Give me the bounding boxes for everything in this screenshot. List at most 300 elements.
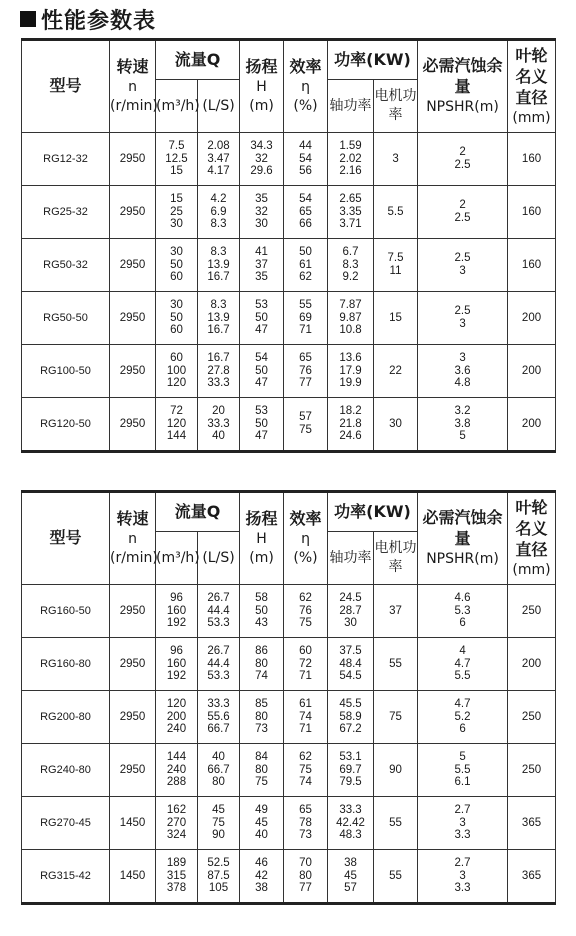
cell-head-value: 54: [255, 352, 268, 365]
cell-npshr-value: 4.7: [454, 657, 471, 670]
cell-efficiency: [284, 797, 328, 850]
cell-motor-power: [374, 345, 418, 398]
cell-npshr-value: 5.5: [454, 670, 471, 683]
cell-flow-m3h-value: 160: [166, 604, 187, 617]
cell-impeller: 250: [508, 585, 556, 638]
cell-head-value: 74: [255, 670, 268, 683]
cell-head-value: 47: [255, 430, 268, 443]
cell-speed: 2950: [110, 186, 156, 239]
cell-impeller: 200: [508, 638, 556, 691]
cell-flow-ls-value: 6.9: [210, 205, 227, 218]
cell-head: [240, 691, 284, 744]
cell-npshr-value: 3: [459, 352, 466, 365]
cell-npshr-value: 5: [459, 751, 466, 764]
cell-model: RG100-50: [22, 345, 110, 398]
cell-motor-power-value: 37: [389, 604, 402, 617]
cell-flow-ls-value: 26.7: [207, 592, 230, 605]
table-row: [22, 691, 556, 744]
cell-motor-power: [374, 691, 418, 744]
cell-flow-m3h: [156, 345, 198, 398]
cell-head-value: 84: [255, 751, 268, 764]
cell-impeller: 365: [508, 797, 556, 850]
table-row: [22, 638, 556, 691]
cell-flow-ls-value: 13.9: [207, 258, 230, 271]
cell-flow-m3h-value: 30: [170, 299, 183, 312]
cell-shaft-power-value: 48.3: [339, 829, 362, 842]
cell-efficiency-value: 66: [299, 218, 312, 231]
cell-shaft-power: [328, 585, 374, 638]
cell-flow-ls-value: 8.3: [210, 299, 227, 312]
cell-npshr: [418, 133, 508, 186]
cell-flow-ls-value: 53.3: [207, 670, 230, 683]
cell-shaft-power-value: 54.5: [339, 670, 362, 683]
cell-flow-m3h: [156, 585, 198, 638]
cell-motor-power-value: 11: [389, 265, 402, 277]
cell-motor-power: [374, 239, 418, 292]
cell-motor-power-value: 55: [389, 869, 402, 882]
cell-model: RG50-32: [22, 239, 110, 292]
cell-flow-ls-value: 26.7: [207, 645, 230, 658]
cell-flow-m3h-value: 144: [166, 751, 187, 764]
cell-flow-m3h: [156, 850, 198, 904]
cell-head-value: 80: [255, 657, 268, 670]
cell-efficiency-value: 74: [299, 776, 312, 789]
cell-npshr-value: 4: [459, 645, 466, 658]
cell-head-value: 58: [255, 592, 268, 605]
cell-flow-m3h-value: 144: [166, 430, 187, 443]
cell-flow-ls: [198, 850, 240, 904]
cell-impeller: 200: [508, 345, 556, 398]
cell-efficiency: [284, 585, 328, 638]
header-flow: 流量Q: [156, 40, 240, 80]
cell-npshr-value: 3: [459, 265, 466, 277]
cell-efficiency: [284, 691, 328, 744]
cell-motor-power: [374, 797, 418, 850]
cell-motor-power-value: 55: [389, 816, 402, 829]
cell-efficiency-value: 73: [299, 829, 312, 842]
cell-efficiency-value: 76: [299, 604, 312, 617]
cell-shaft-power: [328, 345, 374, 398]
cell-efficiency-value: 75: [299, 763, 312, 776]
cell-npshr-value: 5: [459, 430, 466, 443]
cell-flow-ls: [198, 292, 240, 345]
cell-speed: 2950: [110, 398, 156, 452]
cell-head-value: 40: [255, 829, 268, 842]
cell-shaft-power-value: 1.59: [339, 140, 362, 153]
cell-efficiency-value: 61: [299, 698, 312, 711]
header-shaft-power: 轴功率: [328, 80, 374, 133]
cell-flow-m3h-value: 192: [166, 670, 187, 683]
cell-flow-ls: [198, 239, 240, 292]
cell-npshr-value: 4.8: [454, 377, 471, 390]
cell-motor-power-value: 3: [392, 152, 399, 165]
cell-motor-power: [374, 850, 418, 904]
cell-head-value: 46: [255, 857, 268, 870]
cell-npshr-value: 6: [459, 617, 466, 630]
cell-shaft-power-value: 7.87: [339, 299, 362, 312]
cell-head-value: 50: [255, 417, 268, 430]
header-flow-m3h: (m³/h): [156, 532, 198, 585]
performance-table-2: [21, 490, 556, 905]
header-shaft-power: 轴功率: [328, 532, 374, 585]
cell-npshr-value: 3.8: [454, 417, 471, 430]
cell-efficiency-value: 80: [299, 869, 312, 882]
cell-efficiency-value: 54: [299, 152, 312, 165]
cell-flow-ls-value: 75: [212, 816, 225, 829]
cell-flow-m3h-value: 7.5: [168, 140, 185, 153]
cell-shaft-power-value: 19.9: [339, 377, 362, 390]
cell-head-value: 42: [255, 869, 268, 882]
header-power: 功率(KW): [328, 40, 418, 80]
cell-flow-m3h-value: 30: [170, 246, 183, 259]
header-head: 扬程 H (m): [240, 492, 284, 585]
cell-npshr-value: 2: [459, 146, 466, 159]
cell-efficiency-value: 78: [299, 816, 312, 829]
cell-head: [240, 638, 284, 691]
cell-head: [240, 797, 284, 850]
cell-efficiency-value: 71: [299, 723, 312, 736]
cell-efficiency-value: 62: [299, 592, 312, 605]
cell-npshr-value: 5.3: [454, 604, 471, 617]
cell-npshr-value: 3.6: [454, 364, 471, 377]
cell-flow-ls-value: 105: [208, 882, 229, 895]
cell-flow-m3h-value: 120: [166, 417, 187, 430]
cell-efficiency-value: 60: [299, 645, 312, 658]
cell-head: [240, 744, 284, 797]
cell-head-value: 47: [255, 324, 268, 337]
cell-head-value: 30: [255, 218, 268, 231]
cell-flow-ls: [198, 638, 240, 691]
cell-npshr: [418, 585, 508, 638]
cell-motor-power-value: 90: [389, 763, 402, 776]
cell-flow-ls-value: 90: [212, 829, 225, 842]
cell-flow-m3h: [156, 239, 198, 292]
cell-head-value: 75: [255, 776, 268, 789]
cell-model: RG120-50: [22, 398, 110, 452]
cell-npshr-value: 2.5: [454, 252, 471, 265]
cell-head-value: 50: [255, 604, 268, 617]
cell-flow-ls: [198, 744, 240, 797]
cell-model: RG12-32: [22, 133, 110, 186]
cell-flow-ls-value: 2.08: [207, 140, 230, 153]
cell-flow-m3h: [156, 638, 198, 691]
cell-efficiency: [284, 638, 328, 691]
cell-efficiency: [284, 850, 328, 904]
cell-shaft-power-value: 9.87: [339, 311, 362, 324]
cell-shaft-power-value: 57: [344, 882, 357, 895]
cell-shaft-power: [328, 691, 374, 744]
cell-flow-ls-value: 40: [212, 430, 225, 443]
cell-shaft-power-value: 2.65: [339, 193, 362, 206]
cell-shaft-power-value: 3.35: [339, 205, 362, 218]
cell-efficiency-value: 75: [299, 424, 312, 436]
cell-motor-power: [374, 585, 418, 638]
cell-shaft-power-value: 2.16: [339, 165, 362, 178]
cell-shaft-power-value: 69.7: [339, 763, 362, 776]
cell-flow-m3h-value: 50: [170, 258, 183, 271]
table-row: [22, 292, 556, 345]
cell-flow-ls-value: 33.3: [207, 417, 230, 430]
table-row: [22, 186, 556, 239]
table-row: [22, 797, 556, 850]
cell-flow-m3h: [156, 292, 198, 345]
cell-flow-m3h-value: 192: [166, 617, 187, 630]
cell-flow-m3h-value: 72: [170, 405, 183, 418]
cell-flow-ls: [198, 345, 240, 398]
cell-motor-power: [374, 133, 418, 186]
cell-efficiency: [284, 186, 328, 239]
cell-flow-ls-value: 52.5: [207, 857, 230, 870]
cell-efficiency: [284, 133, 328, 186]
table-row: [22, 133, 556, 186]
page-title: [20, 4, 156, 34]
cell-flow-ls-value: 4.17: [207, 165, 230, 178]
cell-shaft-power-value: 38: [344, 857, 357, 870]
cell-head-value: 53: [255, 299, 268, 312]
cell-npshr-value: 3: [459, 869, 466, 882]
cell-shaft-power-value: 18.2: [339, 405, 362, 418]
cell-shaft-power-value: 8.3: [342, 258, 359, 271]
cell-efficiency-value: 74: [299, 710, 312, 723]
cell-speed: 2950: [110, 638, 156, 691]
cell-efficiency-value: 71: [299, 670, 312, 683]
cell-head-value: 29.6: [250, 165, 273, 178]
cell-head-value: 41: [255, 246, 268, 259]
cell-speed: 2950: [110, 691, 156, 744]
cell-flow-m3h-value: 200: [166, 710, 187, 723]
cell-npshr-value: 6: [459, 723, 466, 736]
cell-flow-ls: [198, 186, 240, 239]
cell-flow-m3h-value: 378: [166, 882, 187, 895]
table-row: [22, 585, 556, 638]
cell-npshr-value: 2.5: [454, 159, 471, 171]
cell-model: RG200-80: [22, 691, 110, 744]
cell-impeller: 160: [508, 239, 556, 292]
cell-shaft-power: [328, 133, 374, 186]
cell-efficiency-value: 50: [299, 246, 312, 259]
cell-flow-ls-value: 44.4: [207, 604, 230, 617]
cell-shaft-power: [328, 398, 374, 452]
header-impeller: 叶轮名义直径 (mm): [508, 40, 556, 133]
cell-motor-power: [374, 398, 418, 452]
cell-motor-power: [374, 292, 418, 345]
cell-flow-m3h-value: 324: [166, 829, 187, 842]
cell-shaft-power-value: 10.8: [339, 324, 362, 337]
cell-npshr-value: 2.5: [454, 212, 471, 224]
cell-efficiency-value: 65: [299, 352, 312, 365]
header-model: 型号: [22, 492, 110, 585]
header-speed: 转速 n (r/min): [110, 40, 156, 133]
cell-impeller: 250: [508, 744, 556, 797]
cell-efficiency-value: 65: [299, 205, 312, 218]
cell-shaft-power-value: 67.2: [339, 723, 362, 736]
cell-flow-ls-value: 45: [212, 804, 225, 817]
cell-flow-m3h: [156, 691, 198, 744]
cell-shaft-power-value: 17.9: [339, 364, 362, 377]
cell-npshr-value: 3.2: [454, 405, 471, 418]
cell-flow-m3h-value: 12.5: [165, 152, 188, 165]
title-text: 性能参数表: [41, 8, 157, 34]
cell-flow-ls-value: 80: [212, 776, 225, 789]
cell-shaft-power-value: 9.2: [342, 271, 359, 284]
cell-npshr-value: 2: [459, 199, 466, 212]
cell-shaft-power: [328, 239, 374, 292]
cell-npshr: [418, 638, 508, 691]
cell-flow-m3h-value: 240: [166, 763, 187, 776]
cell-flow-ls-value: 13.9: [207, 311, 230, 324]
cell-efficiency-value: 56: [299, 165, 312, 178]
cell-flow-m3h-value: 50: [170, 311, 183, 324]
cell-head-value: 32: [255, 205, 268, 218]
cell-efficiency: [284, 239, 328, 292]
cell-npshr-value: 4.7: [454, 698, 471, 711]
cell-impeller: 250: [508, 691, 556, 744]
cell-head-value: 80: [255, 763, 268, 776]
cell-motor-power-value: 22: [389, 364, 402, 377]
cell-head-value: 32: [255, 152, 268, 165]
cell-flow-ls-value: 16.7: [207, 352, 230, 365]
cell-model: RG50-50: [22, 292, 110, 345]
cell-model: RG240-80: [22, 744, 110, 797]
cell-speed: 2950: [110, 239, 156, 292]
cell-efficiency-value: 54: [299, 193, 312, 206]
cell-model: RG270-45: [22, 797, 110, 850]
cell-npshr-value: 3.3: [454, 882, 471, 895]
cell-efficiency-value: 61: [299, 258, 312, 271]
cell-flow-m3h: [156, 186, 198, 239]
cell-head-value: 35: [255, 193, 268, 206]
cell-efficiency-value: 71: [299, 324, 312, 337]
cell-flow-ls-value: 40: [212, 751, 225, 764]
cell-head-value: 50: [255, 311, 268, 324]
header-npshr: 必需汽蚀余量 NPSHR(m): [418, 492, 508, 585]
cell-model: RG25-32: [22, 186, 110, 239]
cell-npshr: [418, 398, 508, 452]
cell-flow-ls-value: 8.3: [210, 246, 227, 259]
cell-shaft-power-value: 28.7: [339, 604, 362, 617]
cell-flow-m3h: [156, 744, 198, 797]
cell-shaft-power-value: 6.7: [342, 246, 359, 259]
cell-flow-ls-value: 33.3: [207, 698, 230, 711]
cell-model: RG160-80: [22, 638, 110, 691]
cell-npshr-value: 5.5: [454, 763, 471, 776]
cell-npshr-value: 3: [459, 318, 466, 330]
cell-npshr-value: 6.1: [454, 776, 471, 789]
header-flow: 流量Q: [156, 492, 240, 532]
cell-flow-m3h: [156, 797, 198, 850]
cell-flow-ls: [198, 797, 240, 850]
cell-head-value: 37: [255, 258, 268, 271]
cell-head-value: 47: [255, 377, 268, 390]
cell-shaft-power: [328, 292, 374, 345]
cell-flow-ls-value: 27.8: [207, 364, 230, 377]
cell-shaft-power-value: 24.6: [339, 430, 362, 443]
cell-flow-m3h-value: 120: [166, 377, 187, 390]
cell-shaft-power-value: 37.5: [339, 645, 362, 658]
cell-speed: 2950: [110, 292, 156, 345]
cell-flow-ls-value: 20: [212, 405, 225, 418]
cell-npshr: [418, 345, 508, 398]
header-efficiency: 效率 η (%): [284, 492, 328, 585]
cell-efficiency-value: 76: [299, 364, 312, 377]
cell-motor-power: [374, 744, 418, 797]
cell-shaft-power: [328, 850, 374, 904]
cell-flow-m3h-value: 15: [170, 165, 183, 178]
cell-npshr: [418, 239, 508, 292]
cell-speed: 2950: [110, 585, 156, 638]
cell-efficiency: [284, 744, 328, 797]
cell-head: [240, 850, 284, 904]
cell-flow-m3h: [156, 133, 198, 186]
cell-head-value: 38: [255, 882, 268, 895]
cell-efficiency-value: 55: [299, 299, 312, 312]
cell-npshr-value: 2.7: [454, 857, 471, 870]
cell-flow-m3h-value: 30: [170, 218, 183, 231]
header-power: 功率(KW): [328, 492, 418, 532]
cell-speed: 1450: [110, 797, 156, 850]
cell-head-value: 49: [255, 804, 268, 817]
cell-head-value: 80: [255, 710, 268, 723]
cell-speed: 2950: [110, 345, 156, 398]
cell-flow-m3h-value: 60: [170, 324, 183, 337]
header-head: 扬程 H (m): [240, 40, 284, 133]
cell-shaft-power: [328, 797, 374, 850]
cell-head-value: 85: [255, 698, 268, 711]
cell-flow-ls: [198, 398, 240, 452]
cell-head: [240, 292, 284, 345]
cell-flow-m3h-value: 240: [166, 723, 187, 736]
cell-efficiency-value: 62: [299, 271, 312, 284]
header-npshr: 必需汽蚀余量 NPSHR(m): [418, 40, 508, 133]
cell-flow-ls: [198, 585, 240, 638]
cell-head-value: 35: [255, 271, 268, 284]
cell-efficiency-value: 65: [299, 804, 312, 817]
cell-efficiency-value: 62: [299, 751, 312, 764]
cell-npshr: [418, 744, 508, 797]
cell-shaft-power-value: 48.4: [339, 657, 362, 670]
cell-head-value: 73: [255, 723, 268, 736]
header-flow-ls: (L/S): [198, 80, 240, 133]
cell-head-value: 43: [255, 617, 268, 630]
cell-shaft-power-value: 3.71: [339, 218, 362, 231]
cell-speed: 2950: [110, 744, 156, 797]
cell-speed: 1450: [110, 850, 156, 904]
cell-shaft-power-value: 42.42: [336, 816, 365, 829]
cell-efficiency-value: 44: [299, 140, 312, 153]
cell-npshr-value: 3.3: [454, 829, 471, 842]
table-row: [22, 345, 556, 398]
header-model: 型号: [22, 40, 110, 133]
cell-impeller: 200: [508, 292, 556, 345]
header-efficiency: 效率 η (%): [284, 40, 328, 133]
cell-model: RG160-50: [22, 585, 110, 638]
cell-flow-m3h-value: 120: [166, 698, 187, 711]
cell-efficiency-value: 75: [299, 617, 312, 630]
table-body: [22, 585, 556, 904]
cell-impeller: 160: [508, 133, 556, 186]
cell-shaft-power: [328, 638, 374, 691]
cell-flow-m3h-value: 288: [166, 776, 187, 789]
cell-flow-ls-value: 55.6: [207, 710, 230, 723]
cell-flow-ls-value: 16.7: [207, 271, 230, 284]
cell-head: [240, 398, 284, 452]
cell-flow-ls-value: 66.7: [207, 723, 230, 736]
cell-flow-m3h-value: 162: [166, 804, 187, 817]
cell-speed: 2950: [110, 133, 156, 186]
cell-efficiency-value: 72: [299, 657, 312, 670]
table-row: [22, 744, 556, 797]
cell-motor-power-value: 7.5: [387, 252, 404, 265]
